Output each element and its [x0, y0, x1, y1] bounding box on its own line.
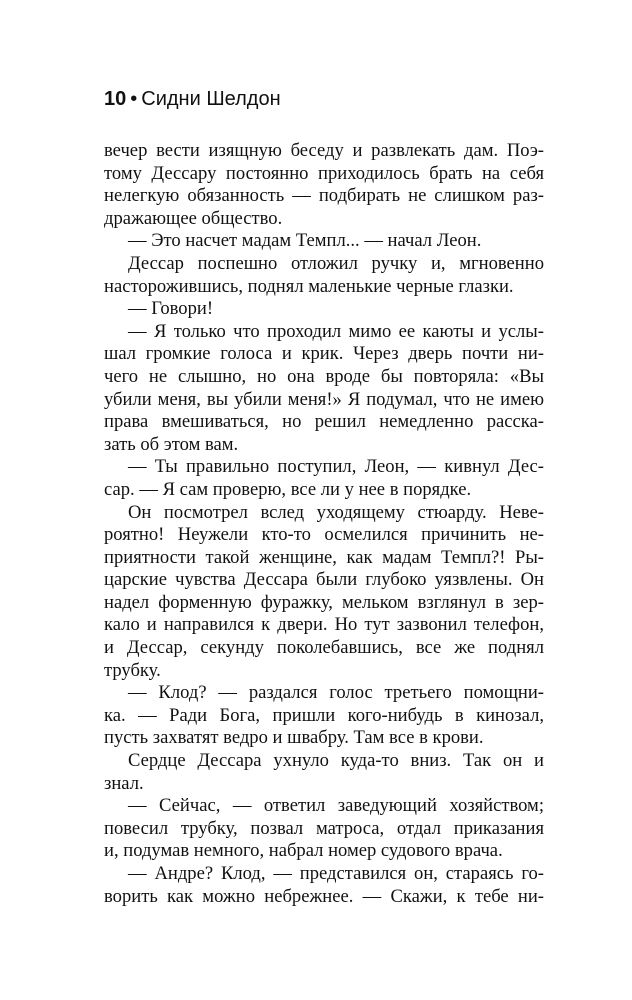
- text-line: кало и направился к двери. Но тут зазвонил телефон,: [104, 614, 544, 636]
- text-line: — Сейчас, — ответил заведующий хозяйством;: [128, 795, 544, 817]
- text-line: знал.: [104, 772, 144, 794]
- text-line: — Говори!: [128, 298, 214, 320]
- text-line: Дессар поспешно отложил ручку и, мгновенно: [128, 252, 544, 274]
- text-line: права вмешиваться, но решил немедленно расска-: [104, 411, 544, 433]
- text-line: зать об этом вам.: [104, 433, 239, 455]
- text-line: царские чувства Дессара были глубоко уязвлены. Он: [104, 569, 544, 591]
- text-line: ворить как можно небрежнее. — Скажи, к тебе ни-: [104, 885, 544, 907]
- text-line: насторожившись, поднял маленькие черные глазки.: [104, 275, 514, 297]
- text-line: — Я только что проходил мимо ее каюты и услы-: [128, 320, 544, 342]
- text-line: приятности такой женщине, как мадам Темпл?! Ры-: [104, 546, 544, 568]
- author-name: Сидни Шелдон: [141, 88, 281, 110]
- text-line: дражающее общество.: [104, 207, 283, 229]
- text-line: ка. — Ради Бога, пришли кого-нибудь в кинозал,: [104, 704, 544, 726]
- text-line: Он посмотрел вслед уходящему стюарду. Неве-: [128, 501, 544, 523]
- text-line: убили меня, вы убили меня!» Я подумал, что не имею: [104, 388, 544, 410]
- text-line: шал громкие голоса и крик. Через дверь почти ни-: [104, 343, 544, 365]
- text-line: и, подумав немного, набрал номер судового врача.: [104, 840, 503, 862]
- text-line: чего не слышно, но она вроде бы повторяла: «Вы: [104, 365, 544, 387]
- book-page: [104, 86, 544, 908]
- text-line: пусть захватят ведро и швабру. Там все в крови.: [104, 727, 484, 749]
- text-line: трубку.: [104, 659, 161, 681]
- page-number: 10: [104, 88, 127, 110]
- header-separator: •: [130, 88, 138, 110]
- text-line: — Клод? — раздался голос третьего помощни-: [128, 682, 544, 704]
- text-line: Сердце Дессара ухнуло куда-то вниз. Так он и: [128, 750, 544, 772]
- text-line: — Андре? Клод, — представился он, стараясь го-: [128, 863, 544, 884]
- text-line: повесил трубку, позвал матроса, отдал приказания: [104, 817, 544, 839]
- text-line: нелегкую обязанность — подбирать не слишком раз-: [104, 185, 544, 207]
- text-line: — Это насчет мадам Темпл... — начал Леон.: [128, 230, 482, 252]
- text-line: и Дессар, секунду поколебавшись, все же поднял: [104, 637, 544, 659]
- body-text: [104, 140, 544, 908]
- text-line: вечер вести изящную беседу и развлекать дам. Поэ-: [104, 140, 544, 161]
- text-line: тому Дессару постоянно приходилось брать на себя: [104, 162, 544, 184]
- text-line: сар. — Я сам проверю, все ли у нее в порядке.: [104, 478, 472, 500]
- text-line: надел форменную фуражку, мельком взглянул в зер-: [104, 591, 544, 613]
- text-line: — Ты правильно поступил, Леон, — кивнул Дес-: [128, 456, 544, 478]
- running-head: [104, 86, 544, 112]
- text-line: роятно! Неужели кто-то осмелился причинить не-: [104, 524, 544, 546]
